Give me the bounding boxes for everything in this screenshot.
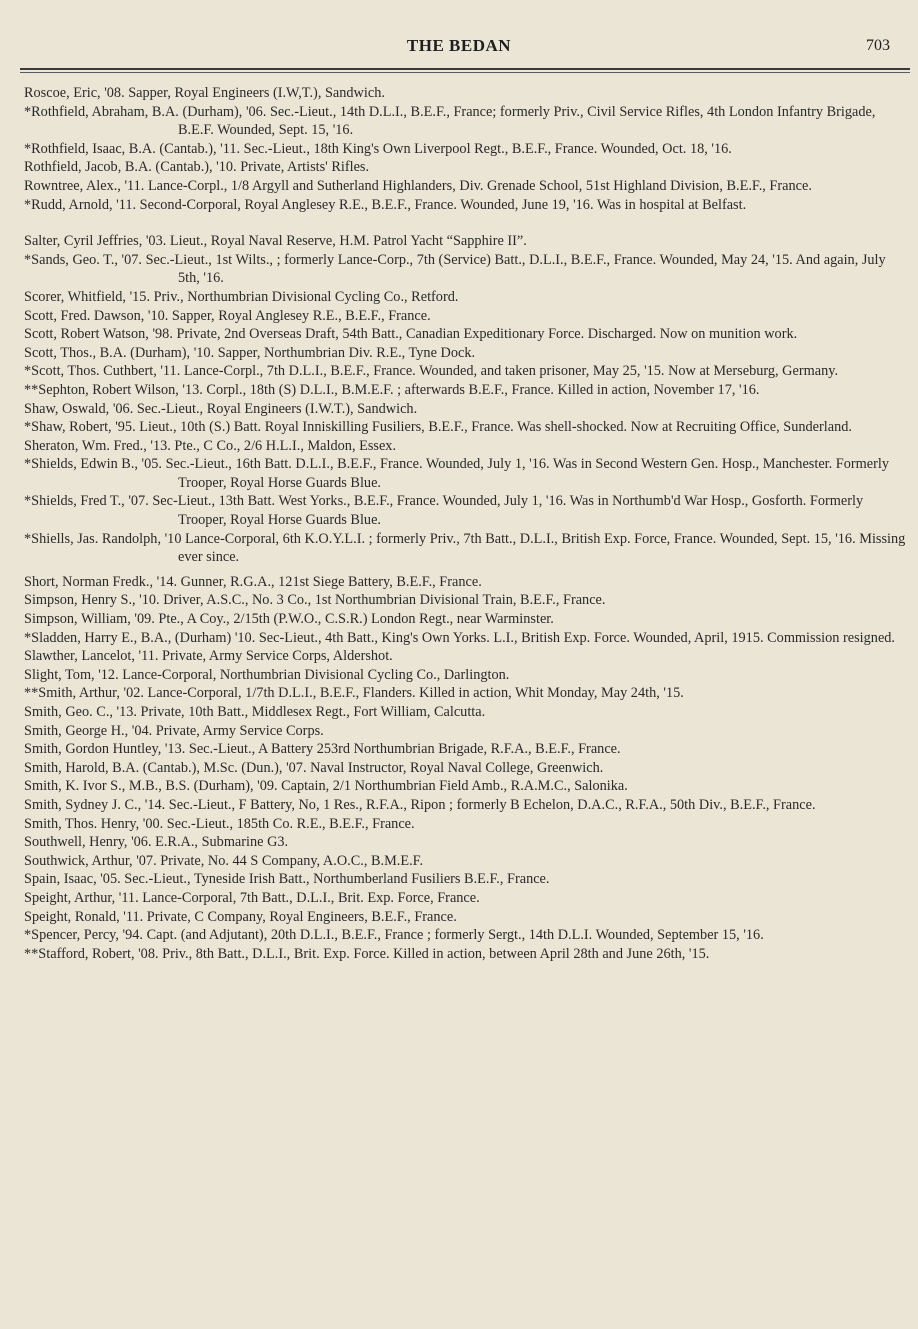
page-title: THE BEDAN xyxy=(406,36,512,55)
list-entry: **Sephton, Robert Wilson, '13. Corpl., 18th (S) D.L.I., B.M.E.F. ; afterwards B.E.F., France. Killed in action, November 17, '16. xyxy=(24,381,760,398)
list-entry: *Shiells, Jas. Randolph, '10 Lance-Corporal, 6th K.O.Y.L.I. ; formerly Priv., 7th Batt., D.L.I., British Exp. Force, France. Wounded, Sept. 15, '16. Missing ever since. xyxy=(24,530,906,566)
list-entry: Southwell, Henry, '06. E.R.A., Submarine G3. xyxy=(24,834,289,851)
list-entry: *Shields, Fred T., '07. Sec-Lieut., 13th Batt. West Yorks., B.E.F., France. Wounded, July 1, '16. Was in Northumb'd War Hosp., Gosforth. Formerly Trooper, Royal Horse Guards Blue. xyxy=(24,493,864,529)
list-entry: Speight, Arthur, '11. Lance-Corporal, 7th Batt., D.L.I., Brit. Exp. Force, France. xyxy=(24,889,480,906)
list-entry: Spain, Isaac, '05. Sec.-Lieut., Tyneside Irish Batt., Northumberland Fusiliers B.E.F., France. xyxy=(24,871,550,888)
list-entry: Simpson, William, '09. Pte., A Coy., 2/15th (P.W.O., C.S.R.) London Regt., near Warminster. xyxy=(24,611,554,628)
list-entry: **Smith, Arthur, '02. Lance-Corporal, 1/7th D.L.I., B.E.F., Flanders. Killed in action, Whit Monday, May 24th, '15. xyxy=(24,685,684,702)
list-entry: *Rothfield, Isaac, B.A. (Cantab.), '11. Sec.-Lieut., 18th King's Own Liverpool Regt., B.E.F., France. Wounded, Oct. 18, '16. xyxy=(24,140,732,157)
list-entry: *Sands, Geo. T., '07. Sec.-Lieut., 1st Wilts., ; formerly Lance-Corp., 7th (Service) Batt., D.L.I., B.E.F., France. Wounded, May 24, '15. And again, July 5th, '16. xyxy=(24,251,886,287)
list-entry: *Scott, Thos. Cuthbert, '11. Lance-Corpl., 7th D.L.I., B.E.F., France. Wounded, and taken prisoner, May 25, '15. Now at Merseburg, Germany. xyxy=(24,363,839,380)
list-entry: Slawther, Lancelot, '11. Private, Army Service Corps, Aldershot. xyxy=(24,648,393,665)
list-entry: *Rothfield, Abraham, B.A. (Durham), '06. Sec.-Lieut., 14th D.L.I., B.E.F., France; formerly Priv., Civil Service Rifles, 4th London Infantry Brigade, B.E.F. Wounded, Sept. 15, '16. xyxy=(24,103,876,139)
list-entry: Scorer, Whitfield, '15. Priv., Northumbrian Divisional Cycling Co., Retford. xyxy=(24,288,459,305)
list-entry: Smith, George H., '04. Private, Army Service Corps. xyxy=(24,722,324,739)
list-entry: Sheraton, Wm. Fred., '13. Pte., C Co., 2/6 H.L.I., Maldon, Essex. xyxy=(24,437,397,454)
page-number: 703 xyxy=(866,37,890,54)
list-entry: Rothfield, Jacob, B.A. (Cantab.), '10. Private, Artists' Rifles. xyxy=(24,159,370,176)
list-entry: Shaw, Oswald, '06. Sec.-Lieut., Royal Engineers (I.W.T.), Sandwich. xyxy=(24,400,418,417)
list-entry: Slight, Tom, '12. Lance-Corporal, Northumbrian Divisional Cycling Co., Darlington. xyxy=(24,666,510,683)
list-entry: Scott, Fred. Dawson, '10. Sapper, Royal Anglesey R.E., B.E.F., France. xyxy=(24,307,431,324)
list-entry: Rowntree, Alex., '11. Lance-Corpl., 1/8 Argyll and Sutherland Highlanders, Div. Grenade School, 51st Highland Division, B.E.F., France. xyxy=(24,177,812,194)
list-entry: Southwick, Arthur, '07. Private, No. 44 S Company, A.O.C., B.M.E.F. xyxy=(24,852,424,869)
list-entry: *Spencer, Percy, '94. Capt. (and Adjutant), 20th D.L.I., B.E.F., France ; formerly Sergt., 14th D.L.I. Wounded, September 15, '16. xyxy=(24,927,764,944)
list-entry: Speight, Ronald, '11. Private, C Company, Royal Engineers, B.E.F., France. xyxy=(24,908,457,925)
list-entry: **Stafford, Robert, '08. Priv., 8th Batt., D.L.I., Brit. Exp. Force. Killed in action, between April 28th and June 26th, '15. xyxy=(24,945,710,962)
list-entry: Simpson, Henry S., '10. Driver, A.S.C., No. 3 Co., 1st Northumbrian Divisional Train, B.E.F., France. xyxy=(24,592,606,609)
list-entry: Salter, Cyril Jeffries, '03. Lieut., Royal Naval Reserve, H.M. Patrol Yacht “Sapphire II”. xyxy=(24,233,527,250)
header-rule xyxy=(20,68,910,70)
list-entry: Scott, Robert Watson, '98. Private, 2nd Overseas Draft, 54th Batt., Canadian Expeditionary Force. Discharged. Now on munition work. xyxy=(24,326,798,343)
list-entry: Smith, Thos. Henry, '00. Sec.-Lieut., 185th Co. R.E., B.E.F., France. xyxy=(24,815,415,832)
list-entry: Smith, Gordon Huntley, '13. Sec.-Lieut., A Battery 253rd Northumbrian Brigade, R.F.A., B.E.F., France. xyxy=(24,741,621,758)
list-entry: Smith, Geo. C., '13. Private, 10th Batt., Middlesex Regt., Fort William, Calcutta. xyxy=(24,704,486,720)
list-entry: Short, Norman Fredk., '14. Gunner, R.G.A., 121st Siege Battery, B.E.F., France. xyxy=(24,573,482,590)
roll-of-service-list xyxy=(14,84,910,963)
header-rule-thin xyxy=(20,72,910,73)
list-entry: *Shaw, Robert, '95. Lieut., 10th (S.) Batt. Royal Inniskilling Fusiliers, B.E.F., France. Was shell-shocked. Now at Recruiting Office, Sunderland. xyxy=(24,419,852,436)
list-entry: Scott, Thos., B.A. (Durham), '10. Sapper, Northumbrian Div. R.E., Tyne Dock. xyxy=(24,344,476,361)
running-header xyxy=(0,36,918,60)
list-entry: *Rudd, Arnold, '11. Second-Corporal, Royal Anglesey R.E., B.E.F., France. Wounded, June 19, '16. Was in hospital at Belfast. xyxy=(24,196,747,213)
list-entry: *Shields, Edwin B., '05. Sec.-Lieut., 16th Batt. D.L.I., B.E.F., France. Wounded, July 1, '16. Was in Second Western Gen. Hosp., Manchester. Formerly Trooper, Royal Horse Guards Blue. xyxy=(24,456,890,491)
list-entry: Smith, Harold, B.A. (Cantab.), M.Sc. (Dun.), '07. Naval Instructor, Royal Naval College, Greenwich. xyxy=(24,759,604,776)
list-entry: *Sladden, Harry E., B.A., (Durham) '10. Sec-Lieut., 4th Batt., King's Own Yorks. L.I., British Exp. Force. Wounded, April, 1915. Commission resigned. xyxy=(24,629,896,646)
list-entry: Smith, K. Ivor S., M.B., B.S. (Durham), '09. Captain, 2/1 Northumbrian Field Amb., R.A.M.C., Salonika. xyxy=(24,778,628,795)
list-entry: Smith, Sydney J. C., '14. Sec.-Lieut., F Battery, No, 1 Res., R.F.A., Ripon ; formerly B Echelon, D.A.C., R.F.A., 50th Div., B.E.F., France. xyxy=(24,796,816,813)
list-entry: Roscoe, Eric, '08. Sapper, Royal Engineers (I.W,T.), Sandwich. xyxy=(24,85,385,101)
